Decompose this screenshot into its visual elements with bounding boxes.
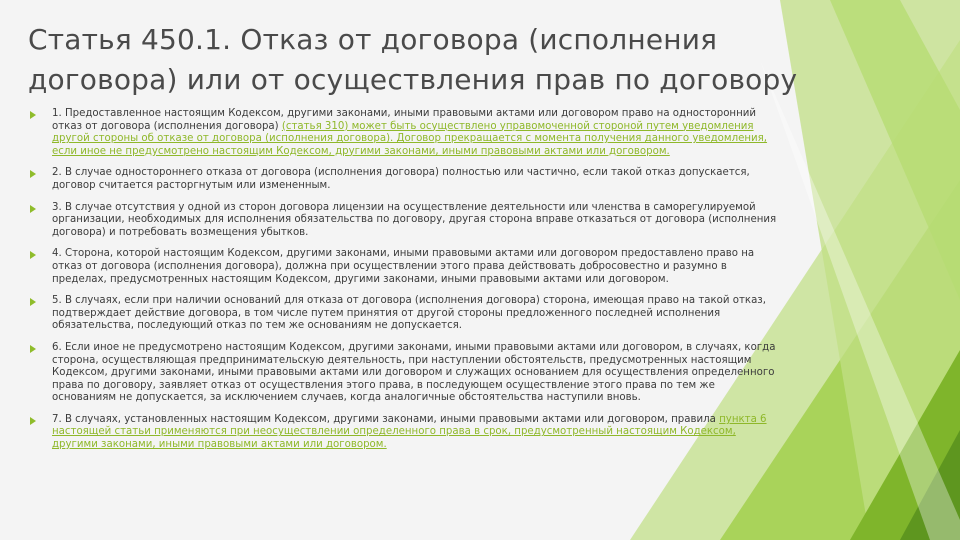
item-text: 1. Предоставленное настоящим Кодексом, другими законами, иными правовыми актами или договором право на односторонний отказ от договора (исполнения договора) <box>52 108 756 132</box>
item-text: 7. В случаях, установленных настоящим Кодексом, другими законами, иными правовыми актами или договором, правила <box>52 413 720 425</box>
bullet-arrow-icon <box>30 345 36 353</box>
item-text: 5. В случаях, если при наличии оснований для отказа от договора (исполнения договора) сторона, имеющая право на такой отказ, подтверждает действие договора, в том числе путем принятия от другой стороны предложенного последней исполнения обязательства, последующий отказ по тем же основаниям не допускается. <box>52 295 766 332</box>
bullet-arrow-icon <box>30 205 36 213</box>
bullet-arrow-icon <box>30 111 36 119</box>
item-text: 2. В случае одностороннего отказа от договора (исполнения договора) полностью или частично, если такой отказ допускается, договор считается расторгнутым или измененным. <box>52 167 750 191</box>
item-text: 6. Если иное не предусмотрено настоящим Кодексом, другими законами, иными правовыми актами или договором, в случаях, когда сторона, осуществляющая предпринимательскую деятельность, при наступлении обстоятельств, предусмотренных настоящим Кодексом, другими законами, иными правовыми актами или договором и служащих основанием для осуществления определенного права по договору, заявляет отказ от осуществления этого права, в последующем осуществление этого права по тем же основаниям не допускается, за исключением случаев, когда аналогичные обстоятельства наступили вновь. <box>52 341 776 404</box>
list-item <box>30 167 782 192</box>
item-text: 3. В случае отсутствия у одной из сторон договора лицензии на осуществление деятельности или членства в саморегулируемой организации, необходимых для исполнения обязательства по договору, другая сторона вправе отказаться от договора (исполнения договора) и потребовать возмещения убытков. <box>52 201 777 238</box>
list-item <box>30 108 782 158</box>
list-item <box>30 248 782 286</box>
list-item <box>30 342 782 405</box>
article-link[interactable]: (статья 310) может быть осуществлено управомоченной стороной путем уведомления другой стороны об отказе от договора (исполнения договора). Договор прекращается с момента получения данного уведомления, если иное не предусмотрено настоящим Кодексом, другими законами, иными правовыми актами или договором. <box>52 120 768 157</box>
article-items <box>30 108 782 461</box>
bullet-arrow-icon <box>30 170 36 178</box>
item-text: 4. Сторона, которой настоящим Кодексом, другими законами, иными правовыми актами или договором предоставлено право на отказ от договора (исполнения договора), должна при осуществлении этого права действовать добросовестно и разумно в пределах, предусмотренных настоящим Кодексом, другими законами, иными правовыми актами или договором. <box>52 248 755 285</box>
list-item <box>30 202 782 240</box>
bullet-arrow-icon <box>30 251 36 259</box>
slide-title: Статья 450.1. Отказ от договора (исполнения договора) или от осуществления прав по договору <box>28 23 798 96</box>
article-link[interactable]: пункта 6 настоящей статьи применяются при неосуществлении определенного права в срок, предусмотренный настоящим Кодексом, другими законами, иными правовыми актами или договором. <box>52 413 767 451</box>
list-item <box>30 414 782 452</box>
bullet-arrow-icon <box>30 417 36 425</box>
list-item <box>30 295 782 333</box>
bullet-arrow-icon <box>30 298 36 306</box>
